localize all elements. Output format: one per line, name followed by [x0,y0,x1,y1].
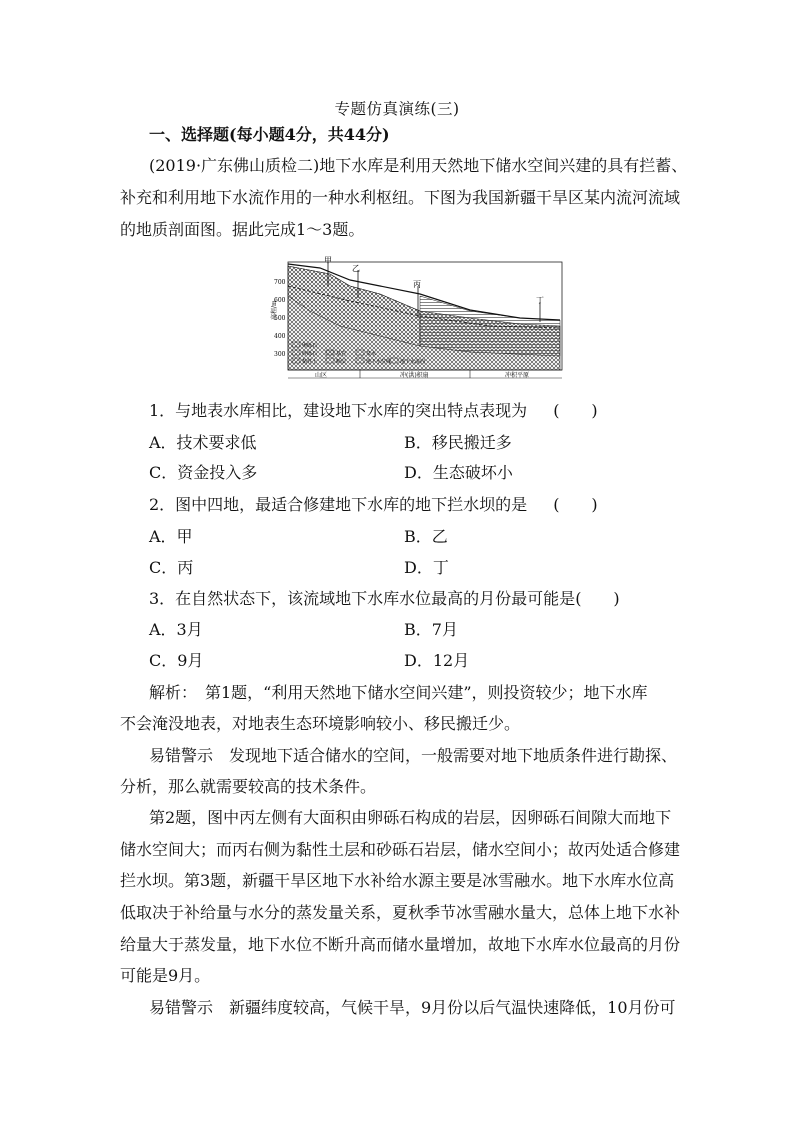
q3-option-c: C．9月 [149,651,204,670]
legend-clay: 黏性土 [302,359,318,365]
analysis-p3-line2: 储水空间大；而丙右侧为黏性土层和砂砾石岩层，储水空间小；故丙处适合修建 [120,840,681,859]
question-2-stem: 2．图中四地，最适合修建地下水库的地下拦水坝的是 [149,495,528,514]
question-1-stem: 1．与地表水库相比，建设地下水库的突出特点表现为 [149,401,528,420]
ytick-400: 400 [274,333,286,340]
legend-flow: 地下水流向 [400,359,426,365]
question-2 [149,494,598,516]
legend-spring: 泉水 [366,351,377,357]
q3-option-a: A．3月 [149,620,203,639]
site-label-jia: 甲 [324,256,332,265]
geologic-section-figure [270,256,570,390]
intro-line-3: 的地质剖面图。据此完成1～3题。 [120,220,365,239]
ytick-500: 500 [274,315,286,322]
analysis-p3-line5: 给量大于蒸发量，地下水位不断升高而储水量增加，故地下水库水位最高的月份 [120,935,681,954]
q2-option-b: B．乙 [404,527,448,546]
q2-option-d: D．丁 [404,558,449,577]
analysis-p3-line4: 低取决于补给量与水分的蒸发量关系，夏秋季节冰雪融水量大，总体上地下水补 [120,903,681,922]
legend-fault: 断层 [336,359,347,365]
analysis-p3-line1: 第2题，图中丙左侧有大面积由卵砾石构成的岩层，因卵砾石间隙大而地下 [149,808,672,827]
yaxis-label: 高程/m [271,300,278,320]
q3-option-b: B．7月 [404,620,458,639]
legend-sandy-gravel: 砂砾石 [302,351,318,357]
site-label-ding: 丁 [536,296,544,305]
analysis-p1-line2: 不会淹没地表，对地表生态环境影响较小、移民搬迁少。 [120,714,521,733]
q1-option-b: B．移民搬迁多 [404,433,512,452]
section-heading: 一、选择题(每小题4分，共44分) [149,125,390,144]
zone-plain: 冲积平原 [505,372,530,379]
legend-bedrock: 基岩 [336,351,347,357]
intro-line-2: 补充和利用地下水流作用的一种水利枢纽。下图为我国新疆干旱区某内流河流域 [120,188,681,207]
legend-watertable: 地下水位线 [366,359,392,365]
q1-option-c: C．资金投入多 [149,463,258,482]
analysis-p3-line3: 拦水坝。第3题，新疆干旱区地下水补给水源主要是冰雪融水。地下水库水位高 [120,871,675,890]
page-title: 专题仿真演练(三) [334,100,460,118]
zone-mountain: 山区 [315,372,328,379]
question-1-paren: ( ) [553,401,598,420]
q1-option-a: A．技术要求低 [149,433,257,452]
analysis-p2-line1: 易错警示 发现地下适合储水的空间，一般需要对地下地质条件进行勘探、 [149,746,678,765]
question-3 [149,588,620,610]
question-3-paren: ( ) [575,589,620,608]
question-2-paren: ( ) [553,495,598,514]
ytick-300: 300 [274,351,286,358]
q2-option-c: C．丙 [149,558,194,577]
ytick-600: 600 [274,297,286,304]
question-1 [149,400,598,422]
analysis-p2-line2: 分析，那么就需要较高的技术条件。 [120,777,377,796]
legend-gravel: 卵砾石 [302,343,318,349]
cross-section-diagram [270,256,570,390]
site-label-yi: 乙 [352,264,360,273]
analysis-p3-line6: 可能是9月。 [120,966,211,985]
ytick-700: 700 [274,279,286,286]
site-label-bing: 丙 [413,280,421,289]
intro-line-1: (2019·广东佛山质检二)地下水库是利用天然地下储水空间兴建的具有拦蓄、 [149,156,688,175]
q2-option-a: A．甲 [149,527,193,546]
analysis-p4-line1: 易错警示 新疆纬度较高，气候干旱，9月份以后气温快速降低，10月份可 [149,998,676,1017]
q1-option-d: D．生态破坏小 [404,463,513,482]
zone-fan: 冲(洪)积扇 [400,372,429,379]
question-3-stem: 3．在自然状态下，该流域地下水库水位最高的月份最可能是 [149,589,576,608]
q3-option-d: D．12月 [404,651,470,670]
analysis-p1-line1: 解析： 第1题，“利用天然地下储水空间兴建”，则投资较少；地下水库 [149,683,648,702]
